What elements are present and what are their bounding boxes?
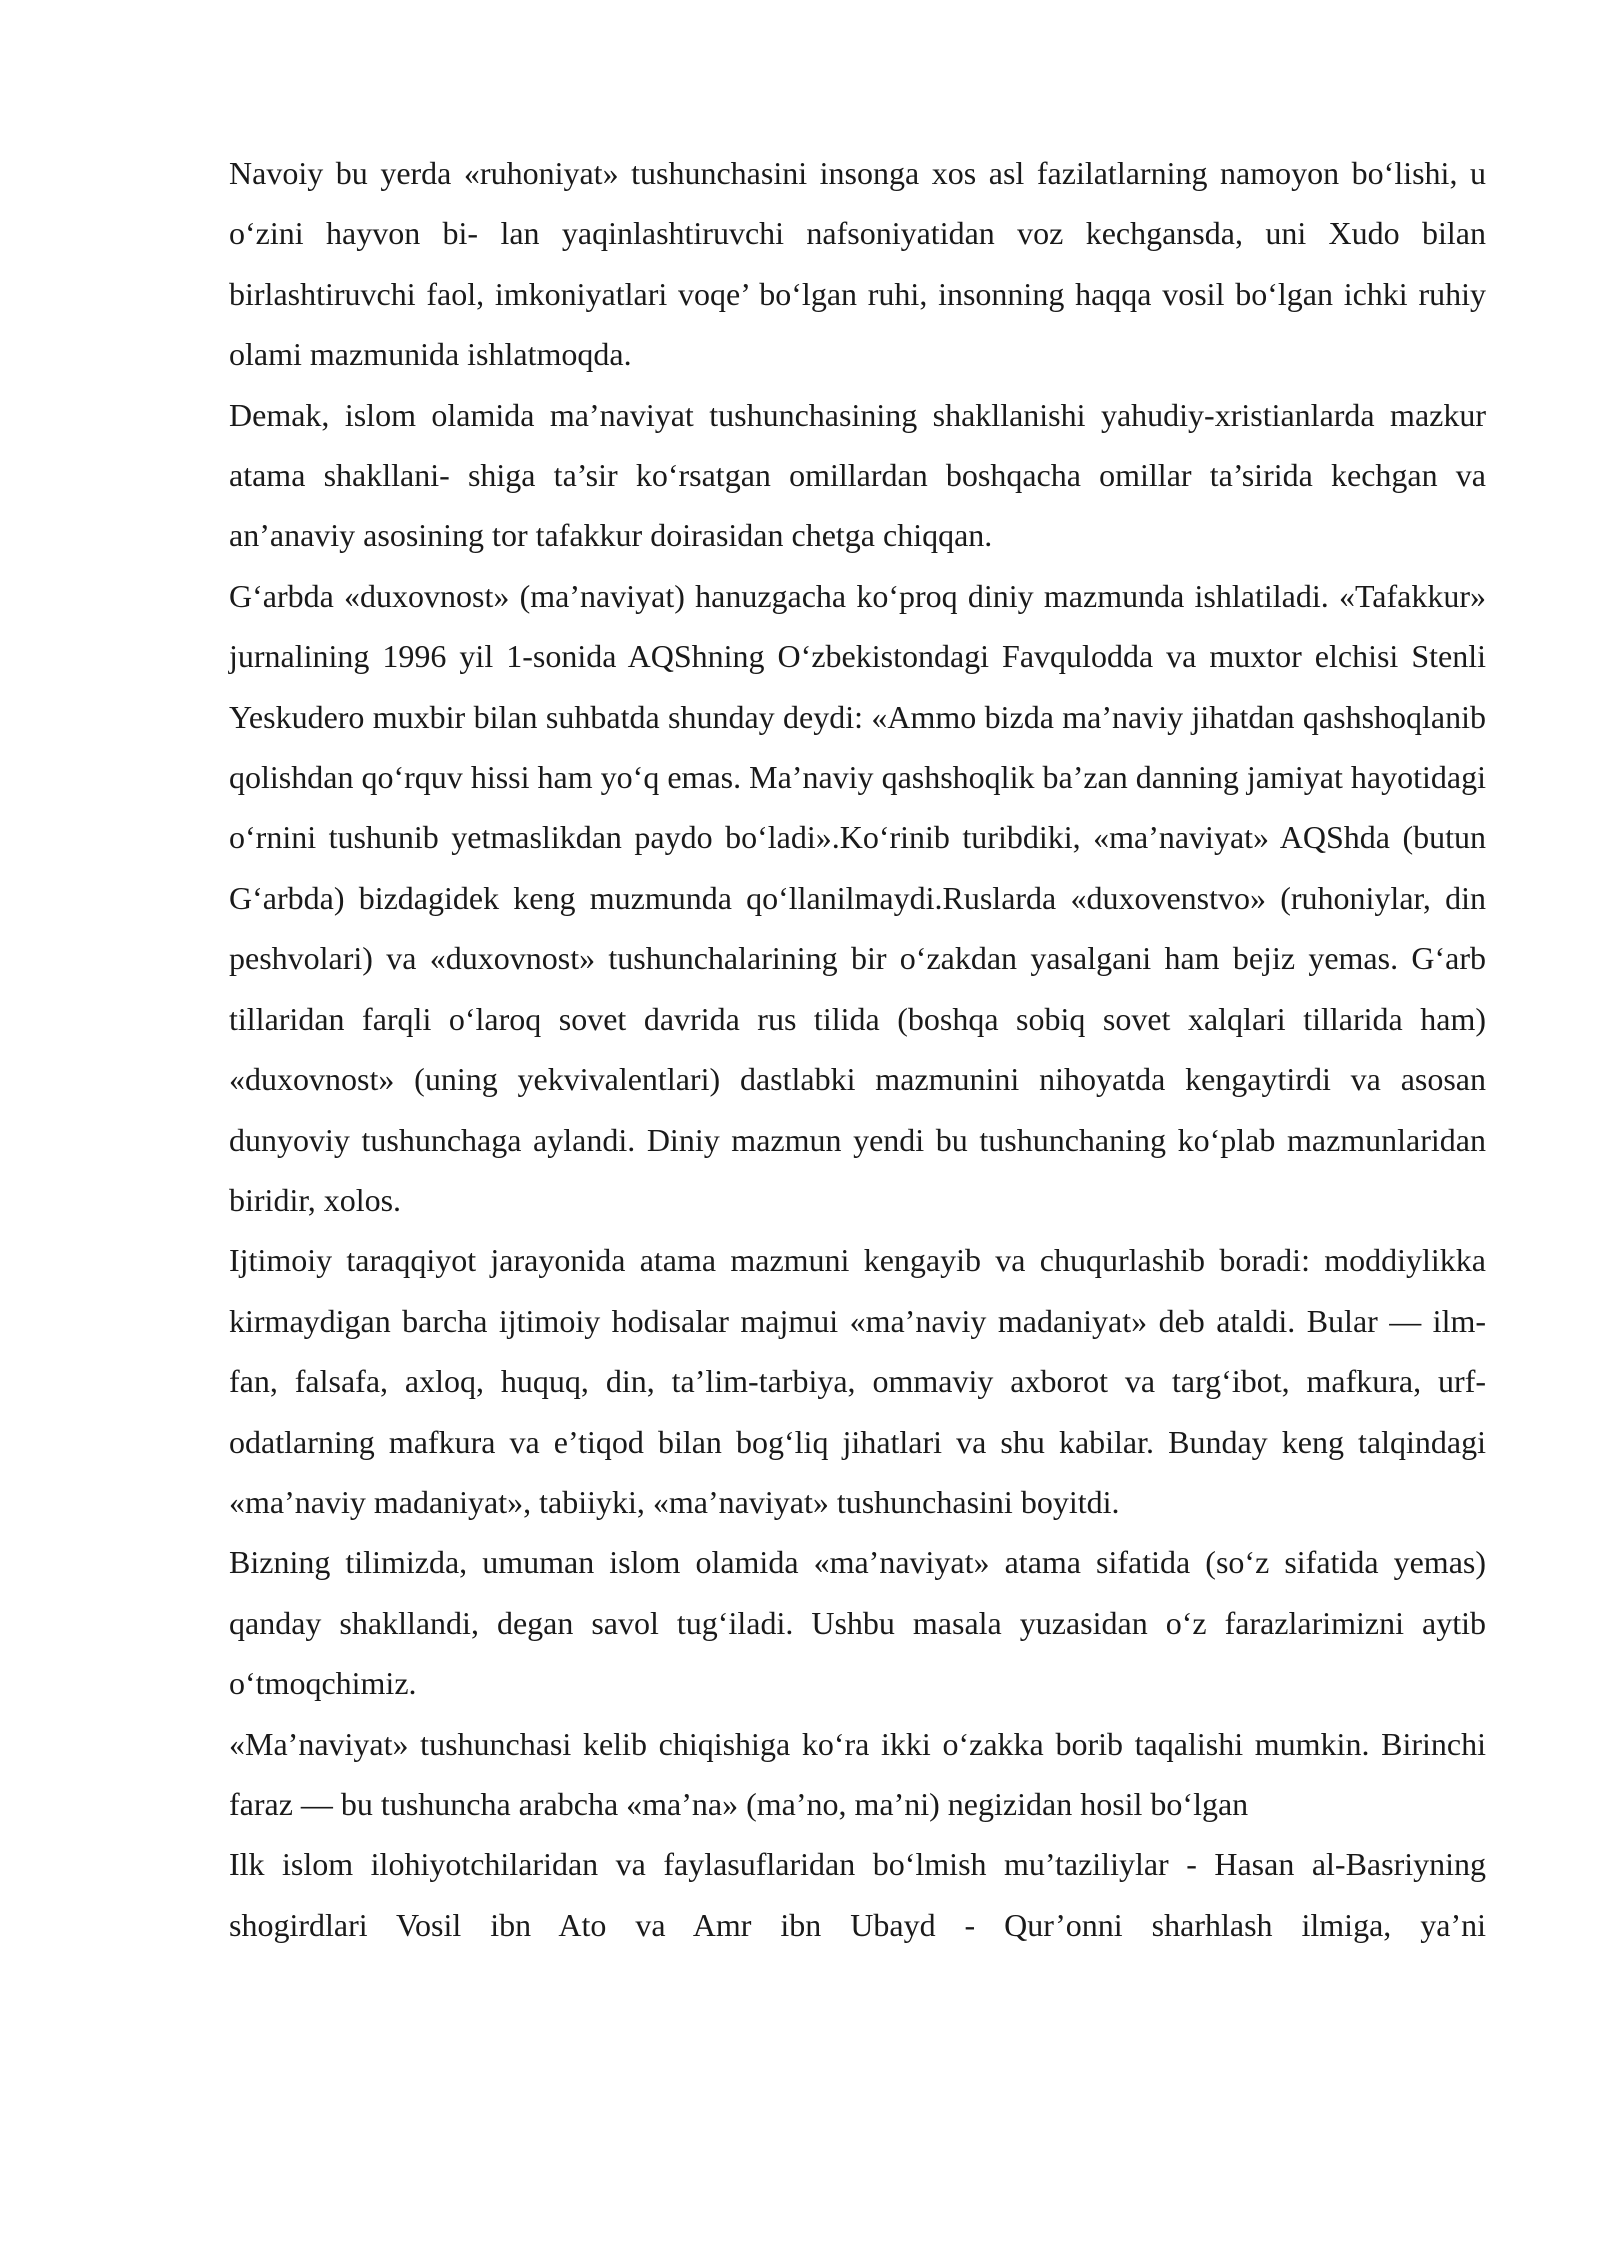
paragraph: Demak, islom olamida ma’naviyat tushunchasining shakllanishi yahudiy-xristianlarda mazkur atama shakllani- shiga ta’sir koʻrsatgan omillardan boshqacha omillar ta’sirida kechgan va an’anaviy asosining tor tafakkur doirasidan chetga chiqqan.: [229, 396, 1486, 554]
paragraph: Ijtimoiy taraqqiyot jarayonida atama mazmuni kengayib va chuqurlashib boradi: moddiylikka kirmaydigan barcha ijtimoiy hodisalar majmui «ma’naviy madaniyat» deb ataldi. Bular — ilm-fan, falsafa, axloq, huquq, din, ta’lim-tarbiya, ommaviy axborot va targʻibot, mafkura, urf-odatlarning mafkura va e’tiqod bilan bogʻliq jihatlari va shu kabilar. Bunday keng talqindagi «ma’naviy madaniyat», tabiiyki, «ma’naviyat» tushunchasini boyitdi.: [229, 1242, 1486, 1520]
paragraph: Bizning tilimizda, umuman islom olamida «ma’naviyat» atama sifatida (soʻz sifatida yemas) qanday shakllandi, degan savol tugʻiladi. Ushbu masala yuzasidan oʻz farazlarimizni aytib oʻtmoqchimiz.: [229, 1544, 1486, 1702]
paragraph: «Ma’naviyat» tushunchasi kelib chiqishiga koʻra ikki oʻzakka borib taqalishi mumkin. Birinchi faraz — bu tushuncha arabcha «ma’na» (ma’no, ma’ni) negizidan hosil boʻlgan: [229, 1725, 1486, 1822]
paragraph: Gʻarbda «duxovnost» (ma’naviyat) hanuzgacha koʻproq diniy mazmunda ishlatiladi. «Tafakkur» jurnalining 1996 yil 1-sonida AQShning Oʻzbekistondagi Favqulodda va muxtor elchisi Stenli Yeskudero muxbir bilan suhbatda shunday deydi: «Ammo bizda ma’naviy jihatdan qashshoqlanib qolishdan qoʻrquv hissi ham yoʻq emas. Ma’naviy qashshoqlik ba’zan danning jamiyat hayotidagi oʻrnini tushunib yetmaslikdan paydo boʻladi».Koʻrinib turibdiki, «ma’naviyat» AQShda (butun Gʻarbda) bizdagidek keng muzmunda qoʻllanilmaydi.Ruslarda «duxovenstvo» (ruhoniylar, din peshvolari) va «duxovnost» tushunchalarining bir oʻzakdan yasalgani ham bejiz yemas. Gʻarb tillaridan farqli oʻlaroq sovet davrida rus tilida (boshqa sobiq sovet xalqlari tillarida ham) «duxovnost» (uning yekvivalentlari) dastlabki mazmunini nihoyatda kengaytirdi va asosan dunyoviy tushunchaga aylandi. Diniy mazmun yendi bu tushunchaning koʻplab mazmunlaridan biridir, xolos.: [229, 577, 1486, 1218]
paragraph: Navoiy bu yerda «ruhoniyat» tushunchasini insonga xos asl fazilatlarning namoyon boʻlishi, u oʻzini hayvon bi- lan yaqinlashtiruvchi nafsoniyatidan voz kechgansda, uni Xudo bilan birlashtiruvchi faol, imkoniyatlari voqe’ boʻlgan ruhi, insonning haqqa vosil boʻlgan ichki ruhiy olami mazmunida ishlatmoqda.: [229, 155, 1486, 373]
document-body: [229, 143, 1486, 1955]
paragraph: Ilk islom ilohiyotchilaridan va faylasuflaridan boʻlmish mu’taziliylar - Hasan al-Basriyning shogirdlari Vosil ibn Ato va Amr ibn Ubayd - Qur’onni sharhlash ilmiga, ya’ni: [229, 1846, 1486, 1943]
